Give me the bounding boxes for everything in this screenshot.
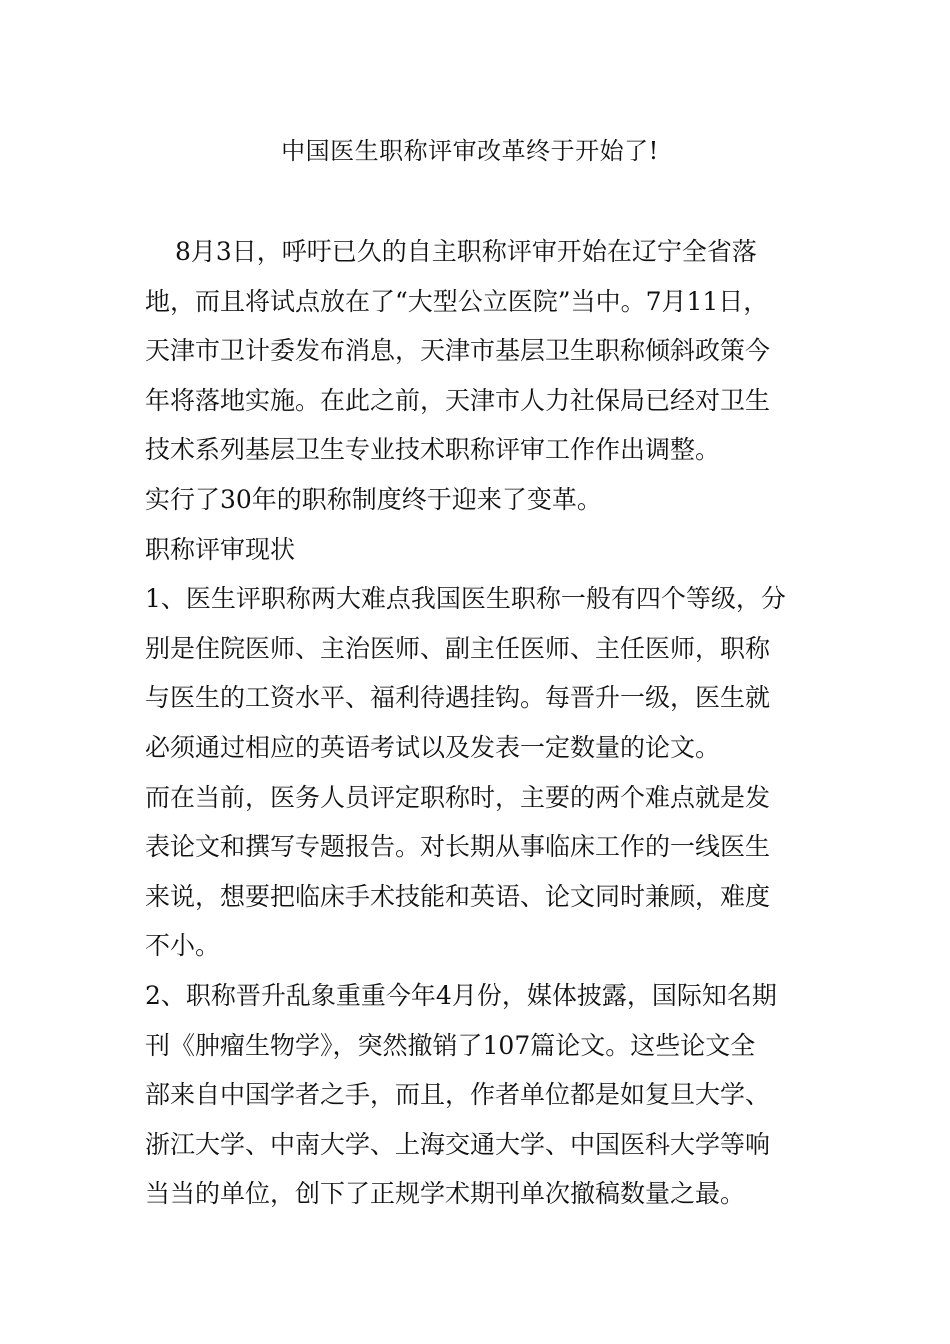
- paragraph-line: 实行了30年的职称制度终于迎来了变革。: [145, 484, 602, 514]
- paragraph-line: 浙江大学、中南大学、上海交通大学、中国医科大学等响: [145, 1129, 771, 1159]
- paragraph-line: 而在当前，医务人员评定职称时，主要的两个难点就是发: [145, 782, 771, 812]
- paragraph-line: 不小。: [145, 931, 221, 961]
- paragraph-line: 别是住院医师、主治医师、副主任医师、主任医师，职称: [145, 633, 771, 663]
- paragraph-line: 与医生的工资水平、福利待遇挂钩。每晋升一级，医生就: [145, 683, 771, 713]
- document-title: 中国医生职称评审改革终于开始了!: [281, 137, 659, 165]
- paragraph-line: 当当的单位，创下了正规学术期刊单次撤稿数量之最。: [145, 1179, 746, 1209]
- document-body: [145, 227, 817, 1219]
- paragraph-line: 8月3日，呼吁已久的自主职称评审开始在辽宁全省落: [175, 237, 757, 266]
- paragraph-line: 来说，想要把临床手术技能和英语、论文同时兼顾，难度: [145, 881, 771, 911]
- paragraph-line: 2、职称晋升乱象重重今年4月份，媒体披露，国际知名期: [145, 980, 777, 1010]
- paragraph-line: 必须通过相应的英语考试以及发表一定数量的论文。: [145, 732, 721, 762]
- paragraph-line: 1、医生评职称两大难点我国医生职称一般有四个等级，分: [145, 584, 786, 614]
- paragraph-line: 年将落地实施。在此之前，天津市人力社保局已经对卫生: [145, 385, 771, 415]
- paragraph-line: 表论文和撰写专题报告。对长期从事临床工作的一线医生: [145, 832, 771, 862]
- paragraph-line: 天津市卫计委发布消息，天津市基层卫生职称倾斜政策今: [145, 336, 771, 366]
- paragraph-line: 刊《肿瘤生物学》，突然撤销了107篇论文。这些论文全: [145, 1030, 756, 1060]
- paragraph-line: 部来自中国学者之手，而且，作者单位都是如复旦大学、: [145, 1080, 771, 1110]
- paragraph-line: 地，而且将试点放在了“大型公立医院”当中。7月11日，: [145, 286, 769, 316]
- section-heading: 职称评审现状: [145, 534, 296, 564]
- paragraph-line: 技术系列基层卫生专业技术职称评审工作作出调整。: [145, 435, 721, 465]
